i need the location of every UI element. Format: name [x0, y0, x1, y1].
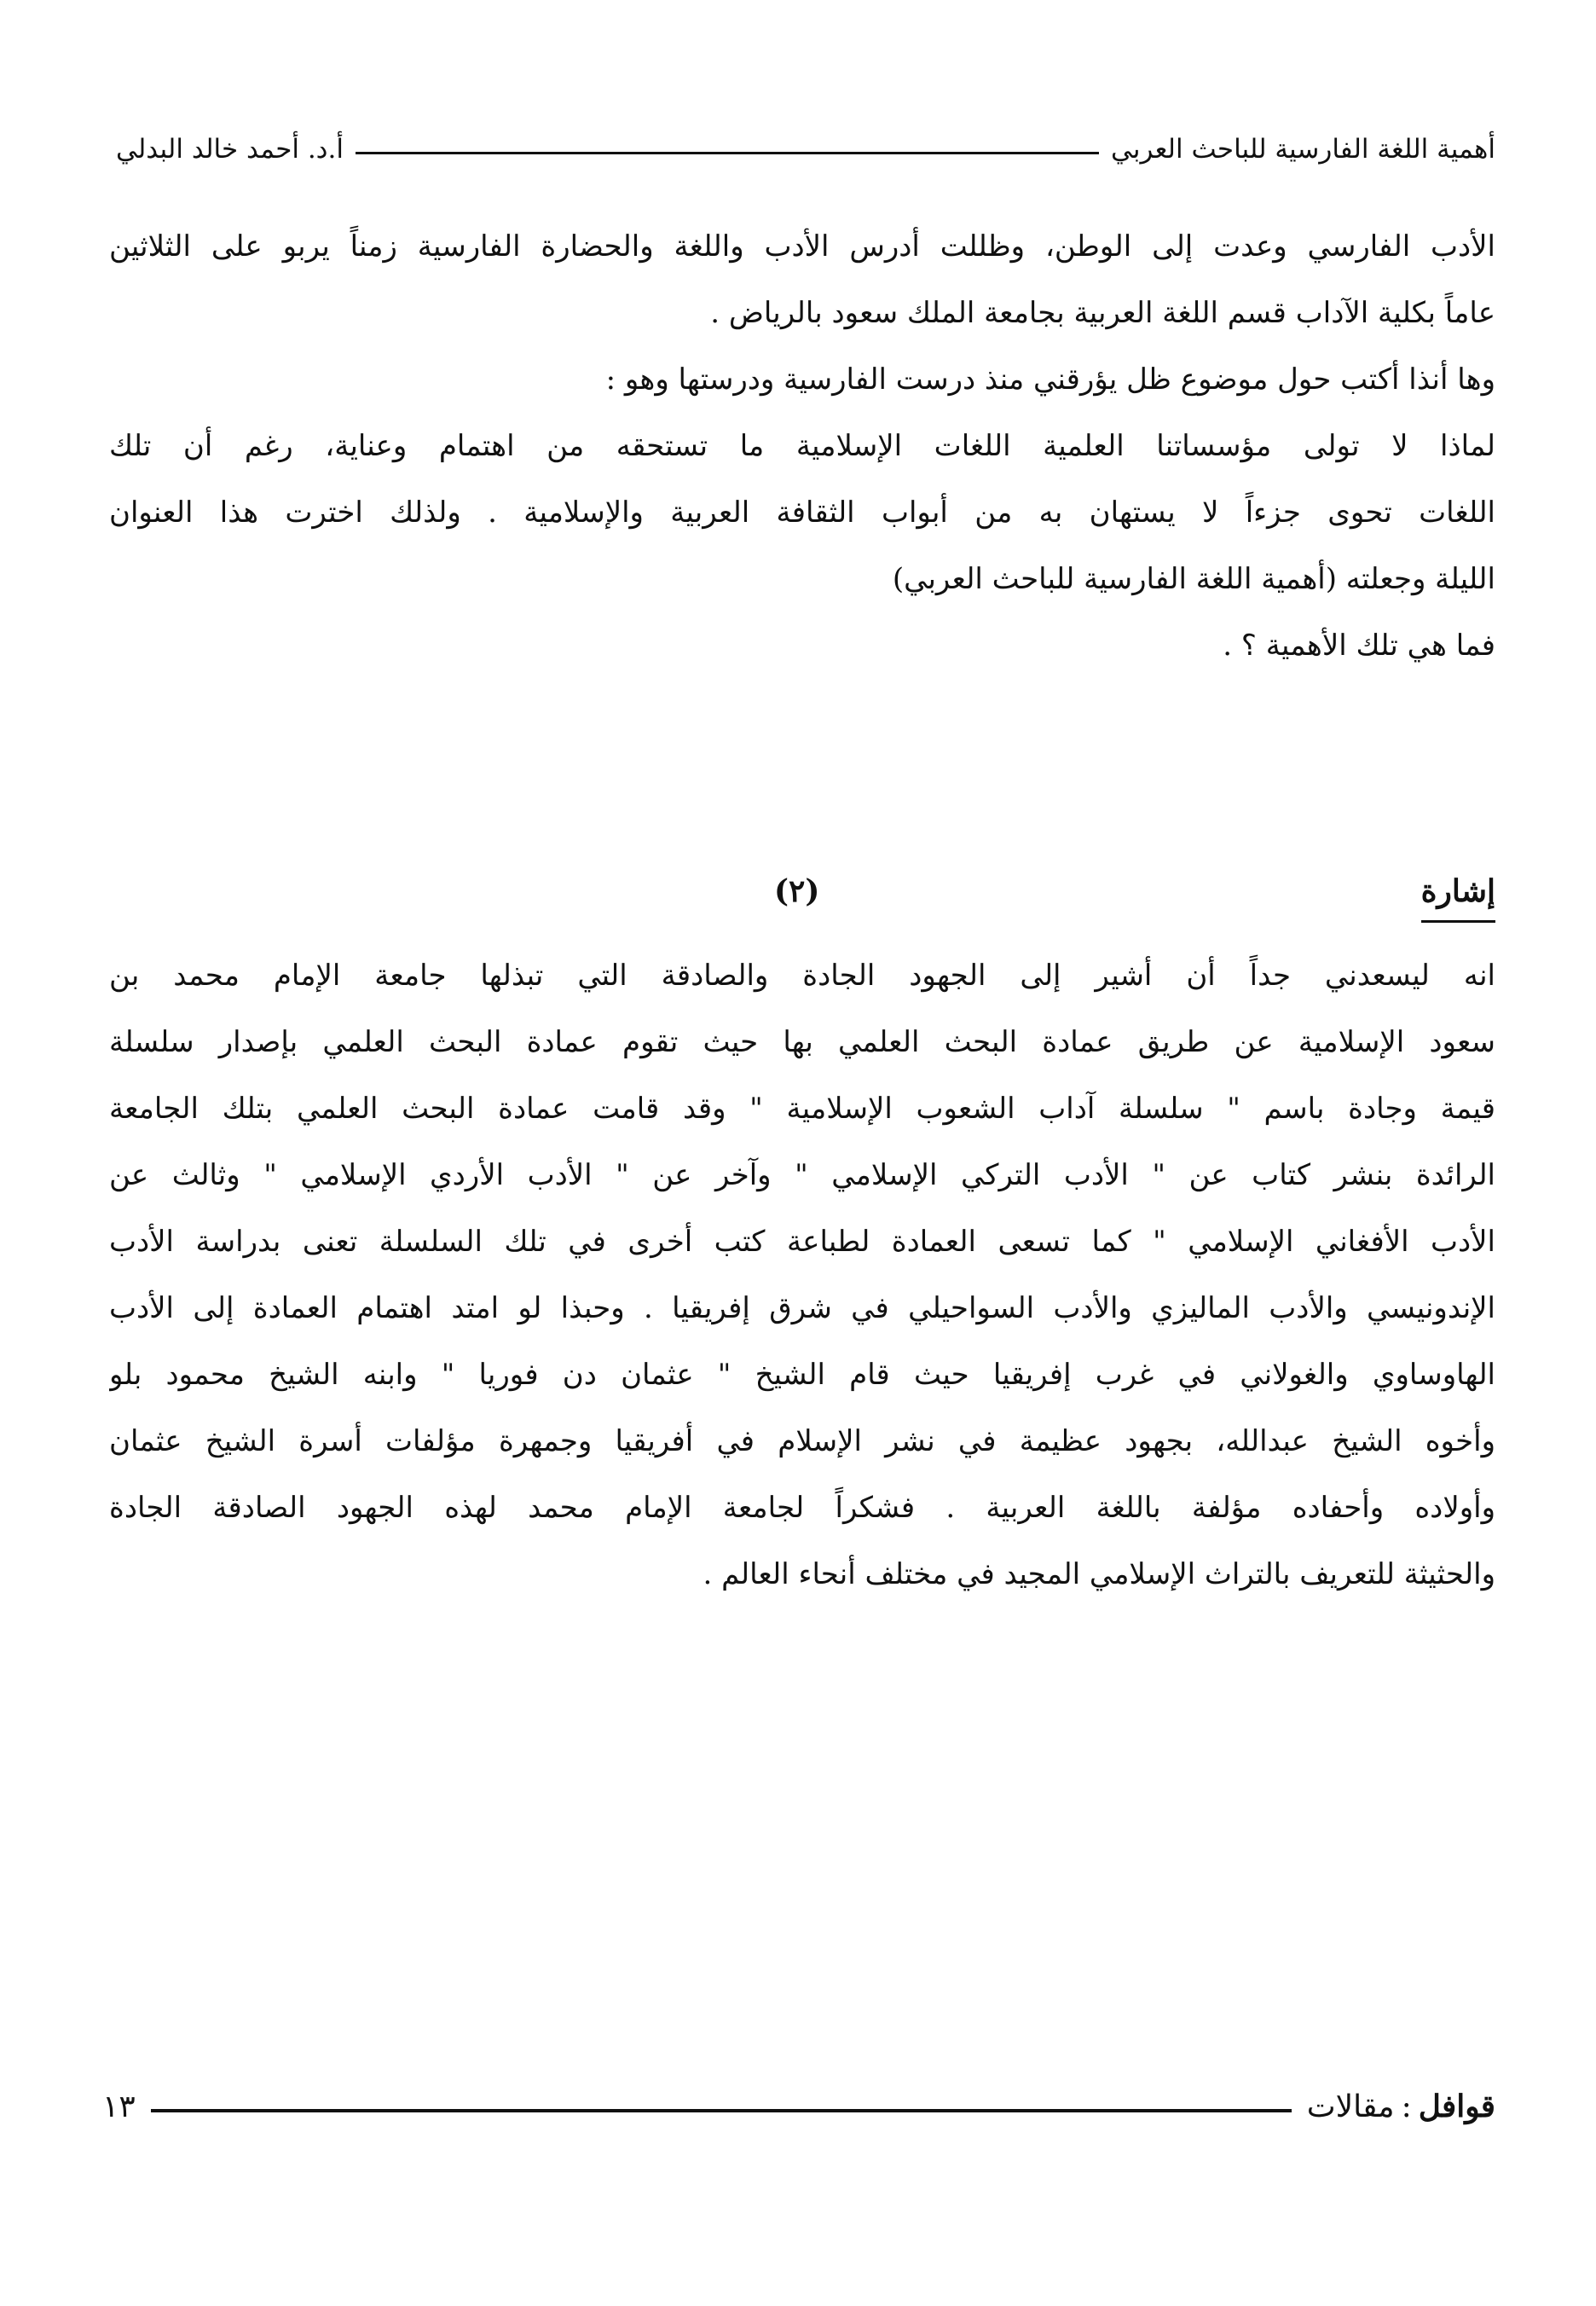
text-line: الهاوساوي والغولاني في غرب إفريقيا حيث قام الشيخ " عثمان دن فوريا " وابنه الشيخ محمود بلو — [109, 1358, 1495, 1392]
text-line: وها أنذا أكتب حول موضوع ظل يؤرقني منذ درست الفارسية ودرستها وهو : — [605, 362, 1495, 397]
section-title: إشارة — [1421, 866, 1495, 923]
header-rule — [356, 152, 1099, 154]
footer-section: مقالات — [1306, 2089, 1395, 2124]
footer-journal: قوافل — [1418, 2089, 1495, 2124]
text-line: لماذا لا تولى مؤسساتنا العلمية اللغات الإسلامية ما تستحقه من اهتمام وعناية، رغم أن تلك — [109, 429, 1495, 463]
text-line: قيمة وجادة باسم " سلسلة آداب الشعوب الإسلامية " وقد قامت عمادة البحث العلمي بتلك الجامعة — [109, 1092, 1495, 1126]
text-line: الأدب الفارسي وعدت إلى الوطن، وظللت أدرس الأدب واللغة والحضارة الفارسية زمناً يربو على الثلاثين — [109, 229, 1495, 264]
page-number: ١٣ — [102, 2089, 136, 2124]
running-footer — [102, 2081, 1495, 2132]
text-line: الإندونيسي والأدب الماليزي والأدب السواحيلي في شرق إفريقيا . وحبذا لو امتد اهتمام العمادة إلى الأدب — [109, 1291, 1495, 1325]
paragraph-block-intro — [109, 213, 1495, 679]
section-heading — [109, 866, 1495, 925]
text-line: الأدب الأفغاني الإسلامي " كما تسعى العمادة لطباعة كتب أخرى في تلك السلسلة تعنى بدراسة الأدب — [109, 1225, 1495, 1259]
text-line: عاماً بكلية الآداب قسم اللغة العربية بجامعة الملك سعود بالرياض . — [710, 296, 1495, 330]
header-author: أ.د. أحمد خالد البدلي — [116, 134, 344, 165]
text-line: فما هي تلك الأهمية ؟ . — [1223, 629, 1495, 663]
header-title: أهمية اللغة الفارسية للباحث العربي — [1111, 134, 1495, 165]
text-line: اللغات تحوى جزءاً لا يستهان به من أبواب الثقافة العربية والإسلامية . ولذلك اخترت هذا العنوان — [109, 495, 1495, 530]
text-line: والحثيثة للتعريف بالتراث الإسلامي المجيد في مختلف أنحاء العالم . — [703, 1557, 1495, 1591]
text-line: الرائدة بنشر كتاب عن " الأدب التركي الإسلامي " وآخر عن " الأدب الأردي الإسلامي " وثالث عن — [109, 1158, 1495, 1192]
paragraph-block-section — [109, 942, 1495, 1608]
running-header — [116, 128, 1495, 171]
text-line: وأولاده وأحفاده مؤلفة باللغة العربية . فشكراً لجامعة الإمام محمد لهذه الجهود الصادقة الجادة — [109, 1491, 1495, 1525]
footer-separator: : — [1401, 2089, 1412, 2124]
section-number: (٢) — [774, 873, 820, 909]
text-line: الليلة وجعلته (أهمية اللغة الفارسية للباحث العربي) — [892, 562, 1495, 596]
text-line: سعود الإسلامية عن طريق عمادة البحث العلمي بها حيث تقوم عمادة البحث العلمي بإصدار سلسلة — [109, 1025, 1495, 1059]
text-line: انه ليسعدني جداً أن أشير إلى الجهود الجادة والصادقة التي تبذلها جامعة الإمام محمد بن — [109, 959, 1495, 993]
footer-rule — [151, 2109, 1292, 2112]
text-line: وأخوه الشيخ عبدالله، بجهود عظيمة في نشر الإسلام في أفريقيا وجمهرة مؤلفات أسرة الشيخ عثمان — [109, 1424, 1495, 1458]
